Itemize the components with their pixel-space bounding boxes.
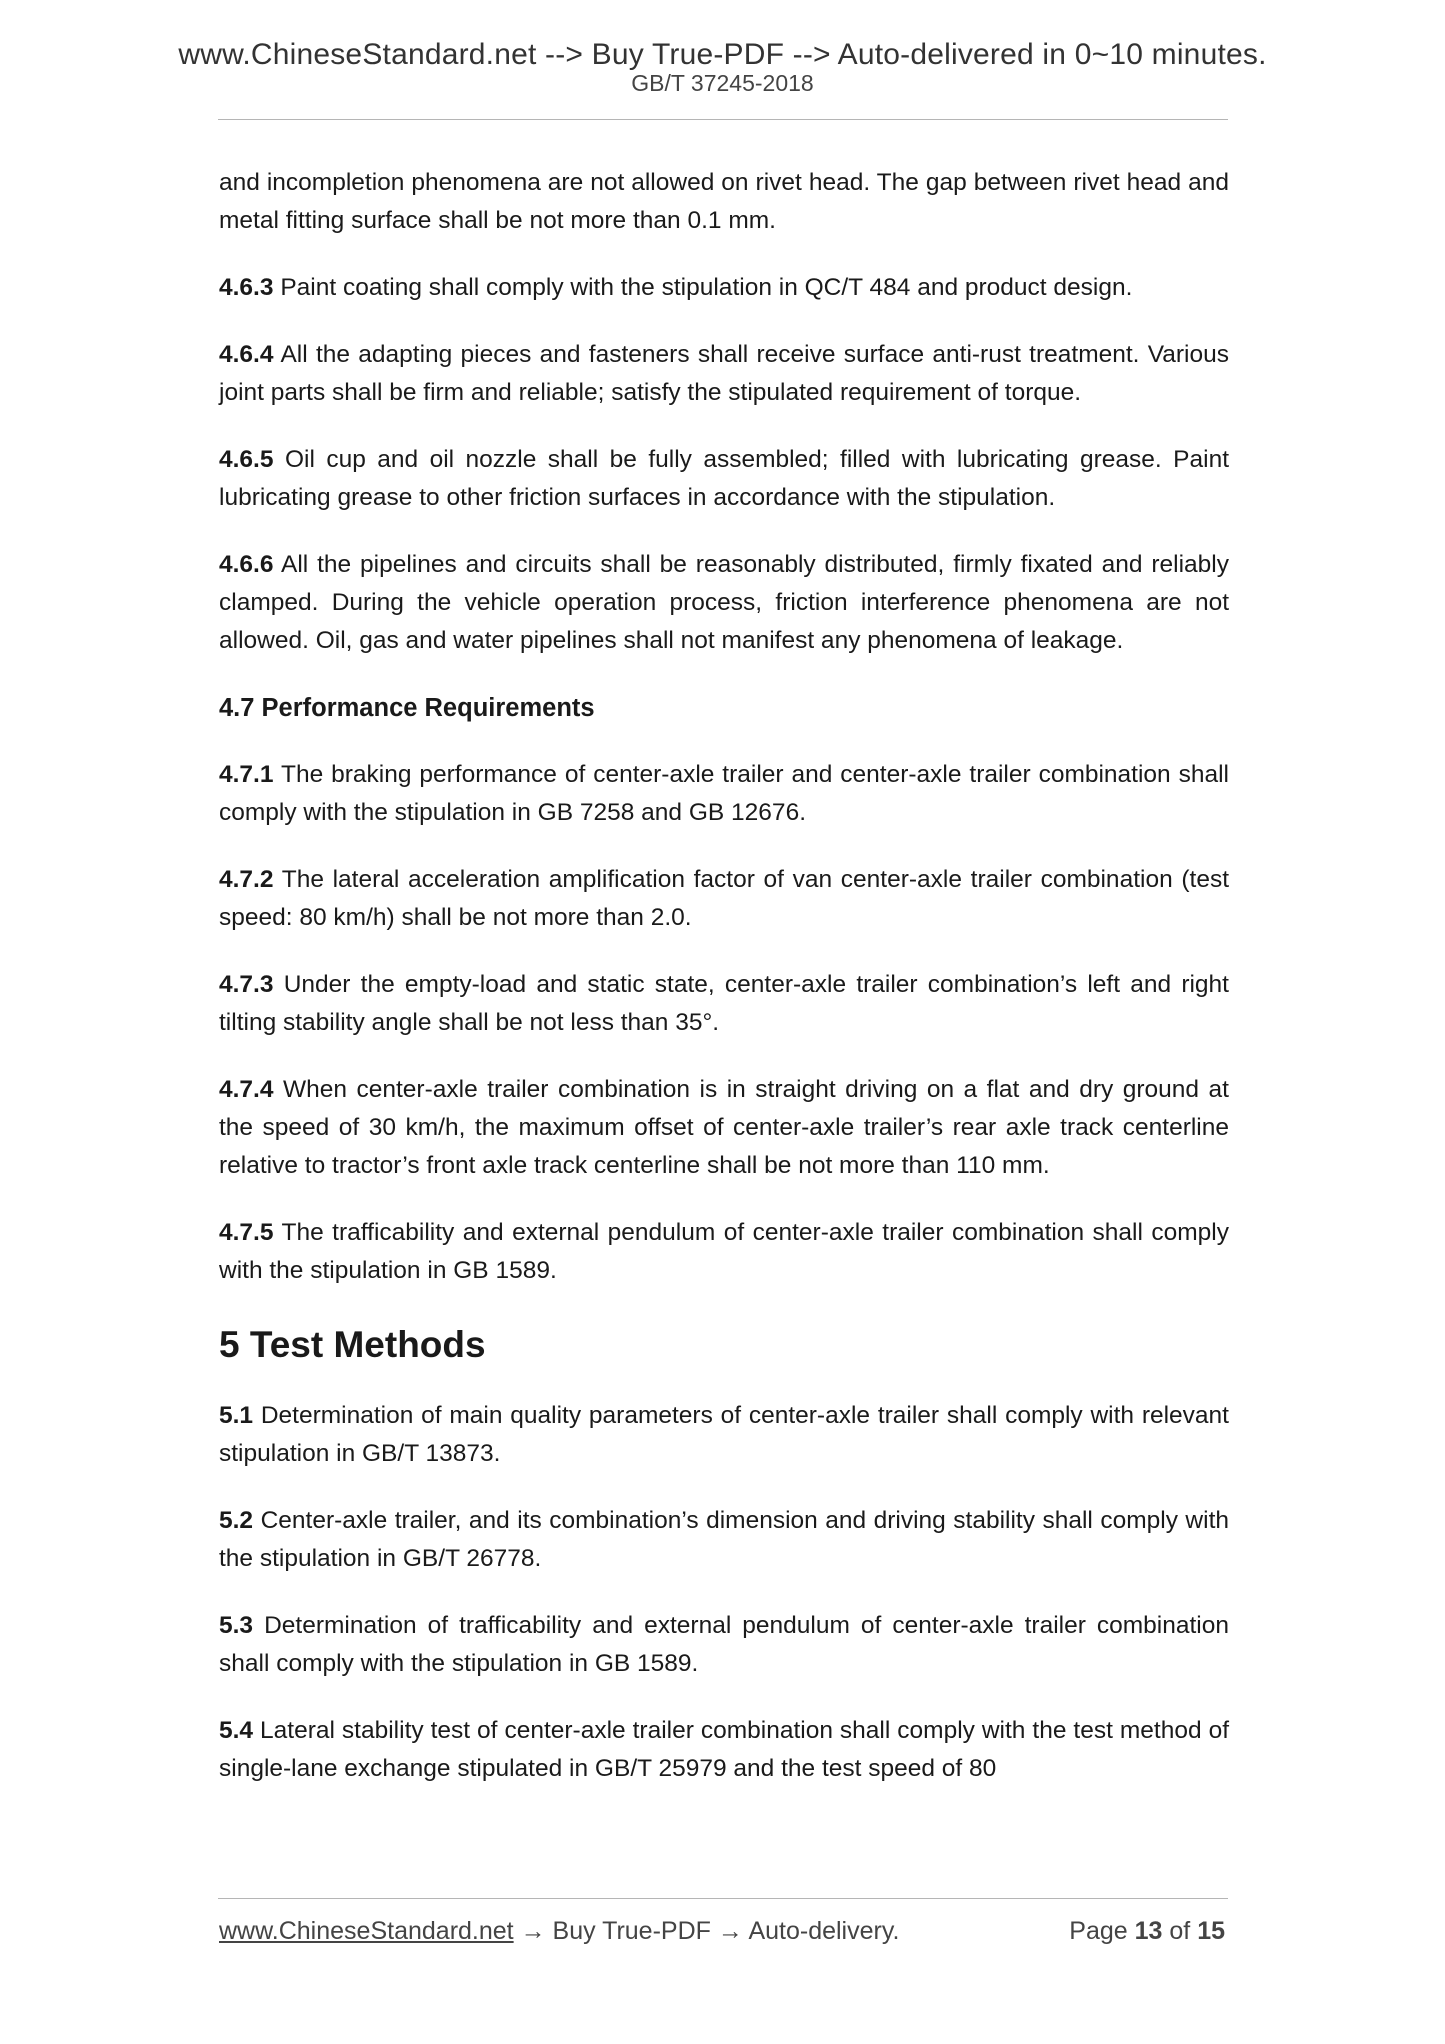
document-body [219, 164, 1229, 1817]
clause-5-4 [219, 1712, 1229, 1788]
clause-text: Lateral stability test of center-axle trailer combination shall comply with the test method of single-lane exchange stipulated in GB/T 25979 and the test speed of 80 [219, 1717, 1230, 1782]
clause-number: 4.7.2 [219, 866, 274, 893]
clause-4-6-6 [219, 546, 1229, 660]
clause-number: 5.1 [219, 1402, 254, 1429]
clause-number: 4.6.5 [219, 446, 274, 473]
arrow-right-icon: → [520, 1917, 546, 1945]
footer-buy-text: Buy True-PDF [552, 1917, 711, 1945]
clause-text: Under the empty-load and static state, center-axle trailer combination’s left and right tilting stability angle shall be not less than 35°. [219, 971, 1229, 1036]
clause-text: The lateral acceleration amplification factor of van center-axle trailer combination (test speed: 80 km/h) shall be not more than 2.0. [219, 866, 1230, 931]
page-of-label: of [1169, 1917, 1191, 1945]
clause-number: 4.6.3 [219, 274, 274, 301]
footer-delivery-text: Auto-delivery. [748, 1917, 900, 1945]
clause-5-1 [219, 1397, 1229, 1473]
clause-text: Center-axle trailer, and its combination’s dimension and driving stability shall comply with the stipulation in GB/T 26778. [219, 1507, 1229, 1572]
clause-5-3 [219, 1607, 1229, 1683]
clause-number: 4.7.5 [219, 1219, 274, 1246]
paragraph-continuation: and incompletion phenomena are not allowed on rivet head. The gap between rivet head and metal fitting surface shall be not more than 0.1 mm. [219, 169, 1229, 234]
clause-number: 4.7.3 [219, 971, 274, 998]
clause-number: 5.4 [219, 1717, 254, 1744]
clause-text: All the pipelines and circuits shall be reasonably distributed, firmly fixated and reliably clamped. During the vehicle operation process, friction interference phenomena are not allowed. Oil, gas and water pipelines shall not manifest any phenomena of leakage. [219, 551, 1229, 654]
arrow-right-icon: → [717, 1917, 743, 1945]
clause-4-7-3 [219, 966, 1229, 1042]
clause-number: 5.3 [219, 1612, 254, 1639]
heading-section-5: 5 Test Methods [219, 1324, 486, 1365]
clause-text: The braking performance of center-axle trailer and center-axle trailer combination shall comply with the stipulation in GB 7258 and GB 12676. [219, 761, 1229, 826]
clause-4-7-1 [219, 756, 1229, 832]
heading-4-7: 4.7 Performance Requirements [219, 694, 595, 722]
site-banner: www.ChineseStandard.net --> Buy True-PDF --> Auto-delivered in 0~10 minutes. [178, 38, 1267, 71]
page-label: Page [1069, 1917, 1128, 1945]
clause-5-2 [219, 1502, 1229, 1578]
page-total: 15 [1197, 1917, 1225, 1945]
clause-number: 5.2 [219, 1507, 254, 1534]
clause-text: The trafficability and external pendulum of center-axle trailer combination shall comply with the stipulation in GB 1589. [219, 1219, 1229, 1284]
clause-number: 4.6.6 [219, 551, 274, 578]
clause-4-7-4 [219, 1071, 1229, 1185]
standard-code: GB/T 37245-2018 [631, 70, 814, 96]
clause-text: All the adapting pieces and fasteners shall receive surface anti-rust treatment. Various joint parts shall be firm and reliable; satisfy the stipulated requirement of torque. [219, 341, 1229, 406]
clause-text: Oil cup and oil nozzle shall be fully assembled; filled with lubricating grease. Paint lubricating grease to other friction surfaces in accordance with the stipulation. [219, 446, 1229, 511]
clause-4-6-3 [219, 269, 1229, 307]
page-indicator [1069, 1914, 1225, 1948]
clause-4-6-4 [219, 336, 1229, 412]
clause-4-6-5 [219, 441, 1229, 517]
header-divider [218, 119, 1228, 120]
clause-text: When center-axle trailer combination is in straight driving on a flat and dry ground at the speed of 30 km/h, the maximum offset of center-axle trailer’s rear axle track centerline relative to tractor’s front axle track centerline shall be not more than 110 mm. [219, 1076, 1229, 1179]
footer-divider [218, 1898, 1228, 1899]
clause-number: 4.7.1 [219, 761, 274, 788]
clause-text: Paint coating shall comply with the stipulation in QC/T 484 and product design. [280, 274, 1133, 301]
clause-4-7-5 [219, 1214, 1229, 1290]
page-current: 13 [1134, 1917, 1163, 1945]
clause-number: 4.7.4 [219, 1076, 274, 1103]
footer-promo [219, 1914, 899, 1948]
clause-text: Determination of main quality parameters of center-axle trailer shall comply with relevant stipulation in GB/T 13873. [219, 1402, 1229, 1467]
clause-number: 4.6.4 [219, 341, 274, 368]
clause-4-7-2 [219, 861, 1229, 937]
footer-site-link[interactable]: www.ChineseStandard.net [219, 1917, 514, 1945]
clause-text: Determination of trafficability and external pendulum of center-axle trailer combination shall comply with the stipulation in GB 1589. [219, 1612, 1229, 1677]
